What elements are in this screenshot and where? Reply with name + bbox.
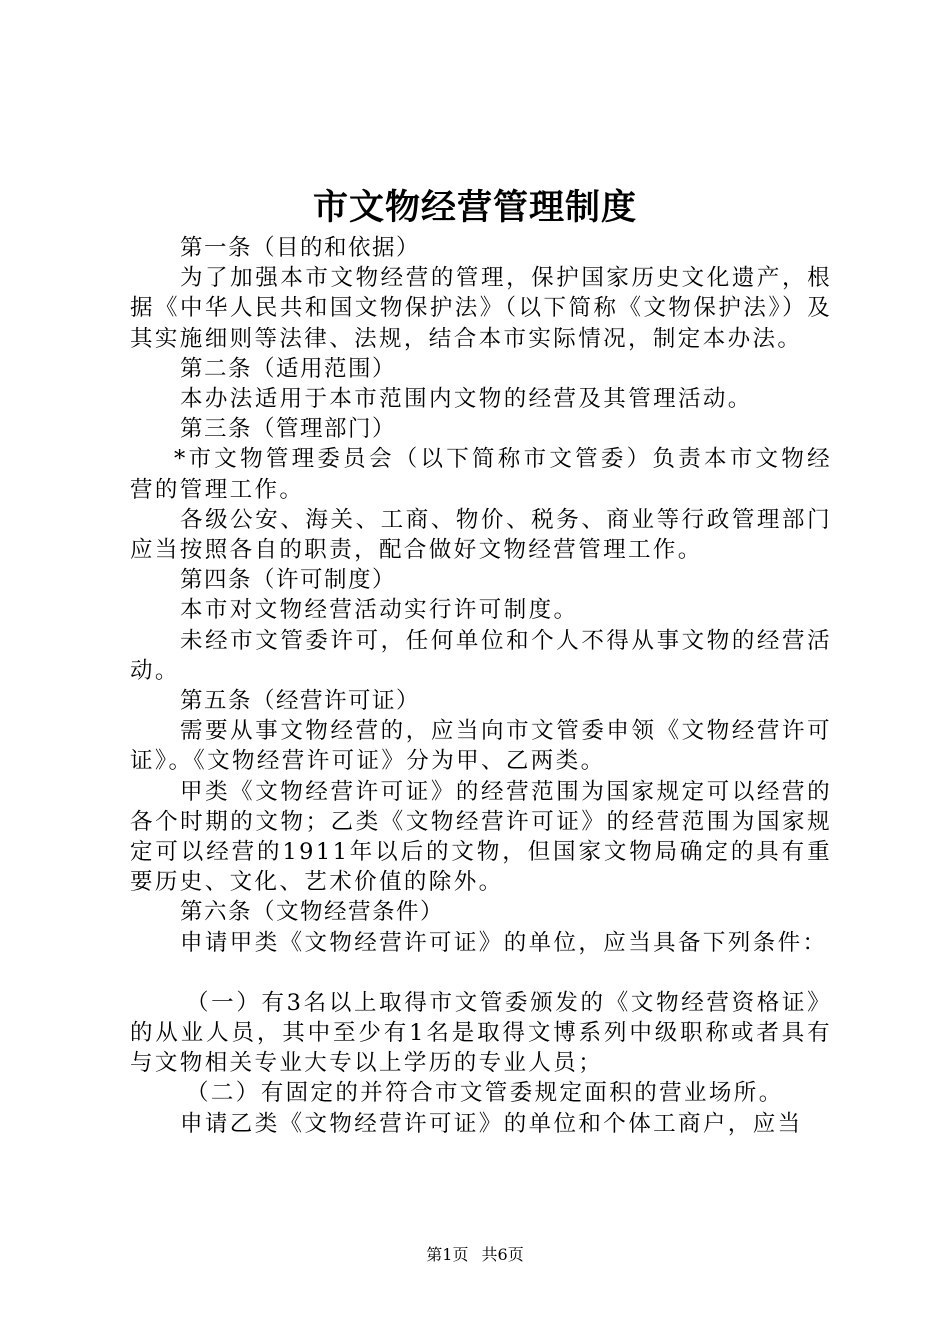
- paragraph: *市文物管理委员会（以下简称市文管委）负责本市文物经营的管理工作。: [130, 446, 832, 503]
- paragraph: 为了加强本市文物经营的管理，保护国家历史文化遗产，根据《中华人民共和国文物保护法》（以下简称《文物保护法》）及其实施细则等法律、法规，结合本市实际情况，制定本办法。: [130, 265, 832, 352]
- paragraph: 甲类《文物经营许可证》的经营范围为国家规定可以经营的各个时期的文物；乙类《文物经营许可证》的经营范围为国家规定可以经营的1911年以后的文物，但国家文物局确定的具有重要历史、文化、艺术价值的除外。: [130, 778, 832, 896]
- list-item: （一）有3名以上取得市文管委颁发的《文物经营资格证》的从业人员，其中至少有1名是取得文博系列中级职称或者具有与文物相关专业大专以上学历的专业人员；: [130, 989, 832, 1077]
- page-total: 共6页: [481, 1245, 524, 1264]
- page-footer: [0, 1244, 950, 1266]
- paragraph: 申请乙类《文物经营许可证》的单位和个体工商户，应当: [180, 1110, 803, 1137]
- paragraph: 各级公安、海关、工商、物价、税务、商业等行政管理部门应当按照各自的职责，配合做好文物经营管理工作。: [130, 506, 832, 564]
- document-title: 市文物经营管理制度: [312, 187, 637, 228]
- paragraph: 本市对文物经营活动实行许可制度。: [180, 597, 579, 624]
- paragraph: 本办法适用于本市范围内文物的经营及其管理活动。: [180, 386, 753, 413]
- document-body: [130, 233, 832, 1139]
- paragraph: 未经市文管委许可，任何单位和个人不得从事文物的经营活动。: [130, 627, 832, 684]
- article-heading: 第一条（目的和依据）: [180, 235, 421, 261]
- list-item: （二）有固定的并符合市文管委规定面积的营业场所。: [186, 1080, 784, 1107]
- page-number: 第1页: [426, 1245, 469, 1264]
- paragraph: 需要从事文物经营的，应当向市文管委申领《文物经营许可证》。《文物经营许可证》分为甲、乙两类。: [130, 718, 832, 775]
- article-heading: 第二条（适用范围）: [180, 355, 397, 382]
- article-heading: 第四条（许可制度）: [180, 567, 397, 594]
- article-heading: 第五条（经营许可证）: [180, 688, 421, 715]
- article-heading: 第六条（文物经营条件）: [180, 899, 445, 926]
- article-heading: 第三条（管理部门）: [180, 416, 397, 443]
- paragraph: 申请甲类《文物经营许可证》的单位，应当具备下列条件：: [180, 929, 828, 956]
